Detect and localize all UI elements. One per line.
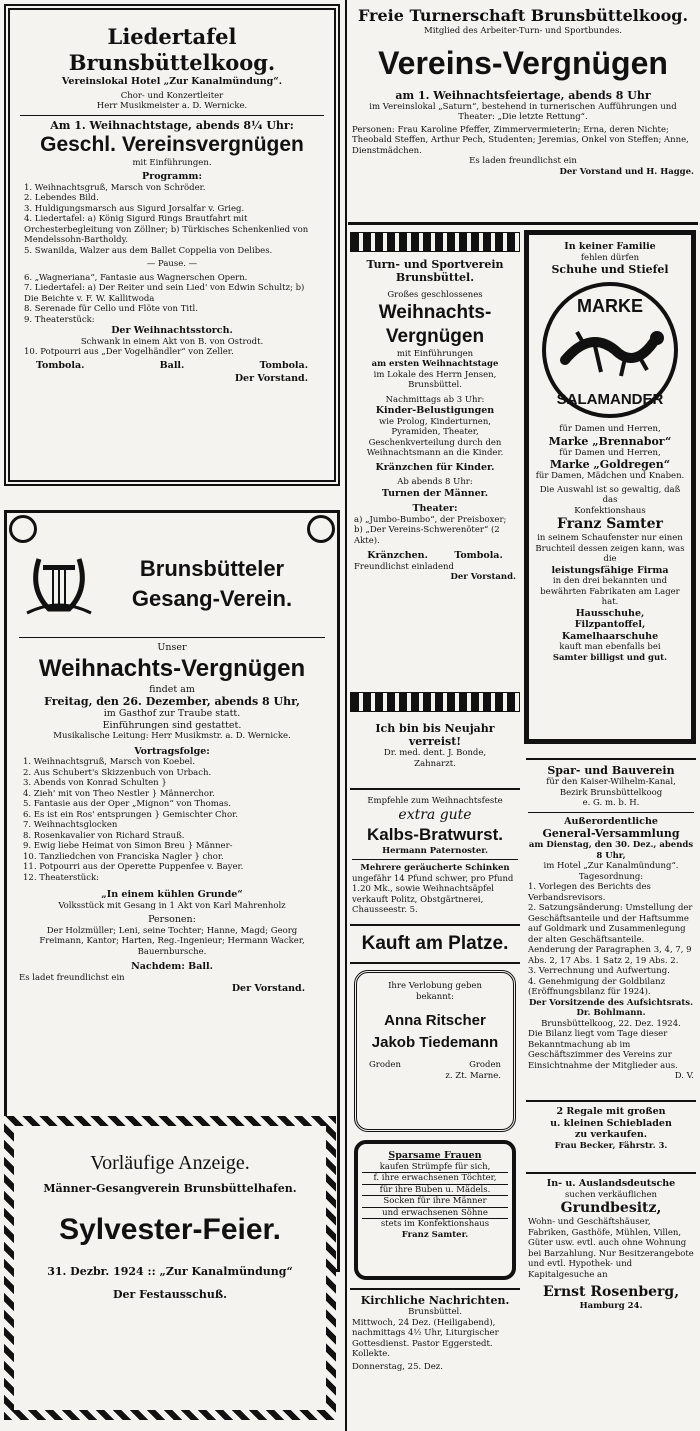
bonde-job: Zahnarzt. — [414, 758, 456, 769]
program-item: 5. Fantasie aus der Oper „Mignon“ von Thomas. — [23, 799, 231, 809]
bratwurst-l2: extra gute — [398, 806, 472, 823]
sparsam-ad — [354, 1140, 516, 1280]
regale-l3: zu verkaufen. — [574, 1129, 648, 1140]
program-item: 12. Theaterstück: — [23, 872, 99, 883]
ornament-corner — [9, 515, 37, 543]
sport-kraenzchen: Kränzchen für Kinder. — [375, 461, 495, 473]
program-item: 8. Rosenkavalier von Richard Strauß. — [23, 830, 185, 841]
sparsam-line: stets im Konfektionshaus — [380, 1219, 490, 1229]
bratwurst-ad — [350, 794, 520, 920]
bratwurst-schinken: Mehrere geräucherte Schinken — [360, 863, 510, 873]
salamander-kamel: Kamelhaarschuhe — [561, 630, 659, 642]
sparsam-line: für ihre Buben u. Mädels. — [362, 1185, 508, 1197]
bratwurst-name: Hermann Paternoster. — [382, 845, 488, 856]
sport-theater: Theater: — [412, 503, 458, 514]
salamander-konf: Konfektionshaus — [574, 505, 646, 516]
salamander-l2: fehlen dürfen — [580, 252, 640, 263]
gesang-unser: Unser — [157, 642, 187, 653]
gesang-place: im Gasthof zur Traube statt. — [103, 708, 241, 719]
program-item: 2. Aus Schubert's Skizzenbuch von Urbach. — [23, 767, 212, 778]
regale-l4: Frau Becker, Fährstr. 3. — [554, 1140, 668, 1151]
salamander-samter2: Samter billigst und gut. — [552, 652, 668, 663]
storch-title: Der Weihnachtsstorch. — [111, 325, 233, 336]
gesang-play: „In einem kühlen Grunde“ — [101, 889, 243, 900]
agenda-item: 4. Genehmigung der Goldbilanz (Eröffnungsbilanz für 1924). — [528, 976, 666, 997]
bonde-l2: verreist! — [408, 735, 462, 748]
rosenberg-city: Hamburg 24. — [579, 1301, 643, 1311]
verlobung-ort2: Groden — [469, 1060, 501, 1070]
lyre-icon — [19, 549, 99, 619]
left-column — [0, 0, 344, 1431]
sport-freund: Freundlichst einladend — [354, 561, 454, 572]
turner-persons: Personen: Frau Karoline Pfeffer, Zimmervermieterin; Erna, deren Nichte; Theobald Steffen, Arthur Pech, Studenten; Jeremias, Onkel von Steffen; Anne, Dienstmädchen. — [352, 124, 689, 156]
turner-sign: Der Vorstand und H. Hagge. — [559, 166, 694, 177]
rosenberg-l1: In- u. Auslandsdeutsche — [546, 1178, 676, 1189]
program-item: 10. Tanzliedchen von Franciska Nagler } chor. — [23, 851, 224, 862]
program-item: 6. Es ist ein Ros' entsprungen } Gemischter Chor. — [23, 809, 238, 820]
logo-top-text: MARKE — [577, 296, 643, 316]
spar-vors: Der Vorsitzende des Aufsichtsrats. Dr. Bohlmann. — [528, 997, 694, 1018]
sparsam-line: Socken für ihre Männer — [362, 1196, 508, 1208]
gesang-personen: Personen: — [148, 914, 196, 925]
gesang-leitung: Musikalische Leitung: Herr Musikmstr. a. D. Wernicke. — [53, 731, 291, 741]
rosenberg-l2: suchen verkäuflichen — [565, 1189, 657, 1200]
gesang-title-2: Gesang-Verein. — [131, 586, 293, 611]
kirche-text: Mittwoch, 24 Dez. (Heiligabend), nachmittags 4½ Uhr, Liturgischer Gottesdienst. Pastor Eggerstedt. Kollekte. — [352, 1317, 499, 1359]
liedertafel-event-sub: mit Einführungen. — [132, 157, 212, 168]
spar-sub3: e. G. m. b. H. — [582, 798, 640, 808]
gesang-title-1: Brunsbütteler — [139, 556, 285, 581]
spar-hotel: im Hotel „Zur Kanalmündung“. — [543, 861, 679, 871]
sport-sign: Der Vorstand. — [450, 572, 516, 582]
turner-sub: Mitglied des Arbeiter-Turn- und Sportbundes. — [423, 26, 623, 36]
salamander-firm: Franz Samter — [557, 516, 663, 532]
regale-l1: 2 Regale mit großen — [556, 1106, 666, 1117]
turner-text: im Vereinslokal „Saturn“, bestehend in turnerischen Aufführungen und Theater: „Die letzte Rettung“. — [369, 101, 677, 122]
gesang-findet: findet am — [149, 683, 195, 695]
kirche-head: Kirchliche Nachrichten. — [360, 1294, 510, 1307]
kirche-don: Donnerstag, 25. Dez. — [352, 1361, 443, 1372]
turner-date: am 1. Weihnachtsfeiertage, abends 8 Uhr — [395, 88, 651, 102]
right-column — [348, 0, 700, 1431]
spar-gen: General-Versammlung — [542, 827, 680, 840]
liedertafel-programm-head: Programm: — [142, 171, 202, 182]
liedertafel-title: Liedertafel Brunsbüttelkoog. — [68, 24, 276, 75]
sport-kraenzchen-label: Kränzchen. — [367, 550, 428, 561]
gesang-folge-head: Vortragsfolge: — [134, 745, 210, 757]
bonde-name: Dr. med. dent. J. Bonde, — [383, 748, 487, 758]
program-item: 3. Huldigungsmarsch aus Sigurd Jorsalfar v. Grieg. — [24, 203, 245, 214]
platze-text: Kauft am Platze. — [361, 933, 509, 954]
spar-dv: D. V. — [674, 1071, 694, 1081]
sport-event: Weihnachts-Vergnügen — [378, 301, 492, 347]
salamander-l1: In keiner Familie — [564, 241, 656, 252]
turnerschaft-ad — [348, 2, 698, 222]
sport-title: Turn- und Sportverein Brunsbüttel. — [366, 258, 504, 284]
spar-sub1: für den Kaiser-Wilhelm-Kanal, — [546, 777, 676, 787]
sport-theater-2: b) „Der Vereins-Schwerenöter“ (2 Akte). — [354, 525, 500, 546]
regale-ad — [526, 1100, 696, 1170]
liedertafel-lokal: Vereinslokal Hotel „Zur Kanalmündung“. — [61, 76, 283, 87]
program-item: 3. Abends von Konrad Schulten } — [23, 778, 167, 788]
sparverein-ad — [526, 758, 696, 1098]
verlobung-name1: Anna Ritscher — [384, 1012, 486, 1029]
sylvester-ad — [4, 1116, 336, 1420]
liedertafel-event: Geschl. Vereinsvergnügen — [40, 132, 304, 156]
spar-tages: Tagesordnung: — [578, 871, 644, 882]
program-item: 10. Potpourri aus „Der Vogelhändler“ von Zeller. — [24, 347, 234, 357]
sport-nachm: Nachmittags ab 3 Uhr: — [385, 394, 485, 405]
program-item: 5. Swanilda, Walzer aus dem Ballet Coppelia von Delibes. — [24, 245, 273, 256]
program-item: 1. Weihnachtsgruß, Marsch von Schröder. — [24, 182, 206, 193]
rosenberg-l3: Grundbesitz, — [560, 1200, 662, 1216]
salamander-filz: Filzpantoffel, — [574, 619, 646, 630]
program-item: 8. Serenade für Cello und Flöte von Titl. — [24, 304, 198, 314]
bratwurst-l3: Kalbs-Bratwurst. — [366, 824, 504, 844]
gesang-sign: Der Vorstand. — [231, 983, 305, 994]
ornament-border — [350, 692, 520, 712]
column-divider — [345, 0, 347, 1431]
sport-date: am ersten Weihnachtstage — [371, 359, 499, 369]
salamander-leist: leistungsfähige Firma — [551, 564, 669, 576]
tombola-label: Tombola. — [36, 359, 85, 371]
sport-turnen: Turnen der Männer. — [381, 487, 489, 499]
pause-label: — Pause. — — [146, 259, 198, 269]
sport-kinder: Kinder-Belustigungen — [375, 405, 495, 416]
spar-aus: Außerordentliche — [564, 815, 658, 827]
salamander-ad — [524, 230, 696, 744]
sparsam-sign: Franz Samter. — [401, 1229, 469, 1240]
storch-sub: Schwank in einem Akt von B. von Ostrodt. — [80, 336, 264, 347]
sport-gross: Großes geschlossenes — [387, 290, 483, 300]
salamander-logo — [535, 280, 685, 420]
salamander-fuer3: für Damen, Mädchen und Knaben. — [535, 471, 685, 481]
gesang-einf: Einführungen sind gestattet. — [102, 719, 242, 731]
liedertafel-leiter: Chor- und Konzertleiter — [120, 90, 224, 101]
tombola-label: Tombola. — [259, 359, 308, 371]
sport-kinder-text: wie Prolog, Kinderturnen, Pyramiden, Theater, Geschenkverteilung durch den Weihnachtsmann an die Kinder. — [366, 416, 504, 458]
sparsam-line: f. ihre erwachsenen Töchter, — [362, 1173, 508, 1185]
verlobung-ort3: z. Zt. Marne. — [445, 1070, 501, 1081]
spar-date2: Brunsbüttelkoog, 22. Dez. 1924. — [541, 1018, 681, 1029]
gesang-ladet: Es ladet freundlichst ein — [19, 972, 125, 983]
liedertafel-sign: Der Vorstand. — [234, 373, 308, 384]
kirche-ad — [350, 1288, 520, 1428]
liedertafel-ad — [4, 4, 340, 486]
sparsam-line: kaufen Strümpfe für sich, — [362, 1162, 508, 1174]
program-item: 7. Weihnachtsglocken — [23, 820, 118, 830]
anzeige-sign: Der Festausschuß. — [112, 1288, 228, 1301]
program-item: 11. Potpourri aus der Operette Puppenfee v. Bayer. — [23, 862, 244, 872]
sport-lokal: im Lokale des Herrn Jensen, Brunsbüttel. — [373, 369, 497, 390]
sport-tombola-label: Tombola. — [454, 550, 503, 561]
verlobung-ad — [354, 970, 516, 1132]
sport-mit: mit Einführungen — [396, 348, 474, 359]
verlobung-ort1: Groden — [369, 1060, 401, 1070]
regale-l2: u. kleinen Schiebladen — [550, 1117, 672, 1129]
salamander-marke2: Marke „Goldregen“ — [549, 458, 671, 471]
anzeige-head: Vorläufige Anzeige. — [90, 1152, 250, 1174]
turner-event: Vereins-Vergnügen — [378, 44, 668, 81]
verlobung-l2: bekannt: — [416, 991, 454, 1002]
bonde-l1: Ich bin bis Neujahr — [375, 722, 495, 735]
verlobung-l1: Ihre Verlobung geben — [388, 981, 482, 991]
spar-text: Die Bilanz liegt vom Tage dieser Bekanntmachung ab im Geschäftszimmer des Vereins zur Einsichtnahme der Mitglieder aus. — [528, 1029, 678, 1071]
program-item: 4. Liedertafel: a) König Sigurd Rings Brautfahrt mit Orchesterbegleitung von Zöllner; b) Türkisches Schenkenlied von Mendelssohn-Bartholdy. — [24, 214, 309, 245]
bratwurst-l1: Empfehle zum Weihnachtsfeste — [367, 796, 503, 806]
agenda-item: 2. Satzungsänderung: Umstellung der Geschäftsanteile und der Haftsumme auf Goldmark und Zusammenlegung der alten Geschäftsanteile. Aenderung der Paragraphen 3, 4, 7, 9 Abs. 2, 17 Abs. 1 Satz 2, 19 Abs. 2. — [528, 903, 693, 966]
rosenberg-text: Wohn- und Geschäftshäuser, Fabriken, Gasthöfe, Mühlen, Villen, Güter usw. evtl. auch ohne Wohnung bei Barzahlung. Nur Besitzerangebote und evtl. Hypothek- und Kapitalgesuche an — [528, 1217, 694, 1280]
gesang-persons: Der Holzmüller; Leni, seine Tochter; Hanne, Magd; Georg Freimann, Kantor; Harten, Reg.-Ingenieur; Hermann Wacker, Bauernbursche. — [39, 925, 305, 957]
ornament-corner — [307, 515, 335, 543]
salamander-l3: Schuhe und Stiefel — [551, 263, 669, 276]
platze-ad — [350, 924, 520, 964]
spar-date: am Dienstag, den 30. Dez., abends 8 Uhr, — [528, 840, 694, 861]
turner-ladet: Es laden freundlichst ein — [469, 156, 577, 166]
bonde-ad — [350, 720, 520, 790]
anzeige-event: Sylvester-Feier. — [59, 1213, 281, 1246]
program-item: 1. Weihnachtsgruß, Marsch von Koebel. — [23, 757, 196, 767]
sport-abends: Ab abends 8 Uhr: — [397, 477, 473, 487]
gesang-date: Freitag, den 26. Dezember, abends 8 Uhr, — [44, 695, 300, 708]
salamander-marke1: Marke „Brennabor“ — [548, 434, 672, 448]
ball-label: Ball. — [159, 359, 185, 371]
program-item: 9. Ewig liebe Heimat von Simon Breu } Männer- — [23, 841, 233, 851]
salamander-kauft: kauft man ebenfalls bei — [559, 642, 661, 652]
program-item: 6. „Wagneriana“, Fantasie aus Wagnerschen Opern. — [24, 272, 248, 283]
sparsam-line: und erwachsenen Söhne — [362, 1208, 508, 1220]
spar-sub2: Bezirk Brunsbüttelkoog — [559, 787, 663, 798]
anzeige-date: 31. Dezbr. 1924 :: „Zur Kanalmündung“ — [47, 1265, 293, 1278]
salamander-fuer2: für Damen und Herren, — [559, 447, 661, 458]
anzeige-verein: Männer-Gesangverein Brunsbüttelhafen. — [43, 1182, 297, 1195]
salamander-text: in seinem Schaufenster nur einen Bruchteil dessen zeigen kann, was die — [535, 533, 685, 564]
turner-title: Freie Turnerschaft Brunsbüttelkoog. — [357, 6, 689, 25]
sportverein-ad — [350, 232, 520, 712]
liedertafel-date: Am 1. Weihnachtstage, abends 8¼ Uhr: — [50, 118, 294, 132]
gesang-event: Weihnachts-Vergnügen — [38, 654, 306, 682]
sparsam-head: Sparsame Frauen — [388, 1150, 482, 1161]
rosenberg-ad — [526, 1172, 696, 1428]
ornament-border — [350, 232, 520, 252]
verlobung-name2: Jakob Tiedemann — [371, 1034, 499, 1051]
gesang-nachdem: Nachdem: Ball. — [131, 961, 213, 972]
agenda-item: 1. Vorlegen des Berichts des Verbandsrevisors. — [528, 882, 651, 903]
kirche-ort: Brunsbüttel. — [408, 1307, 462, 1317]
spar-title: Spar- und Bauverein — [547, 764, 675, 777]
salamander-text2: in den drei bekannten und bewährten Fabrikaten am Lager hat. — [540, 576, 680, 607]
sport-theater-1: a) „Jumbo-Bumbo“, der Preisboxer; — [354, 514, 507, 525]
program-item: 9. Theaterstück: — [24, 314, 95, 325]
salamander-fuer: für Damen und Herren, — [559, 424, 661, 434]
program-item: 2. Lebendes Bild. — [24, 193, 99, 203]
rosenberg-name: Ernst Rosenberg, — [542, 1284, 680, 1300]
liedertafel-leiter-name: Herr Musikmeister a. D. Wernicke. — [96, 101, 248, 111]
program-item: 4. Zieh' mit von Theo Nestler } Männerchor. — [23, 788, 215, 799]
agenda-item: 3. Verrechnung und Aufwertung. — [528, 966, 670, 976]
salamander-auswahl: Die Auswahl ist so gewaltig, daß das — [539, 484, 681, 505]
logo-bottom-text: SALAMANDER — [556, 391, 664, 408]
program-item: 7. Liedertafel: a) Der Reiter und sein Lied' von Edwin Schultz; b) Die Beichte v. F. W. Kallitwoda — [24, 283, 305, 304]
salamander-haus: Hausschuhe, — [575, 607, 645, 619]
gesang-play-sub: Volksstück mit Gesang in 1 Akt von Karl Mahrenholz — [58, 900, 286, 911]
bratwurst-text: ungefähr 14 Pfund schwer, pro Pfund 1.20 Mk., sowie Weihnachtsäpfel verkauft Politz, Obstgärtnerei, Chausseestr. 5. — [352, 873, 514, 915]
